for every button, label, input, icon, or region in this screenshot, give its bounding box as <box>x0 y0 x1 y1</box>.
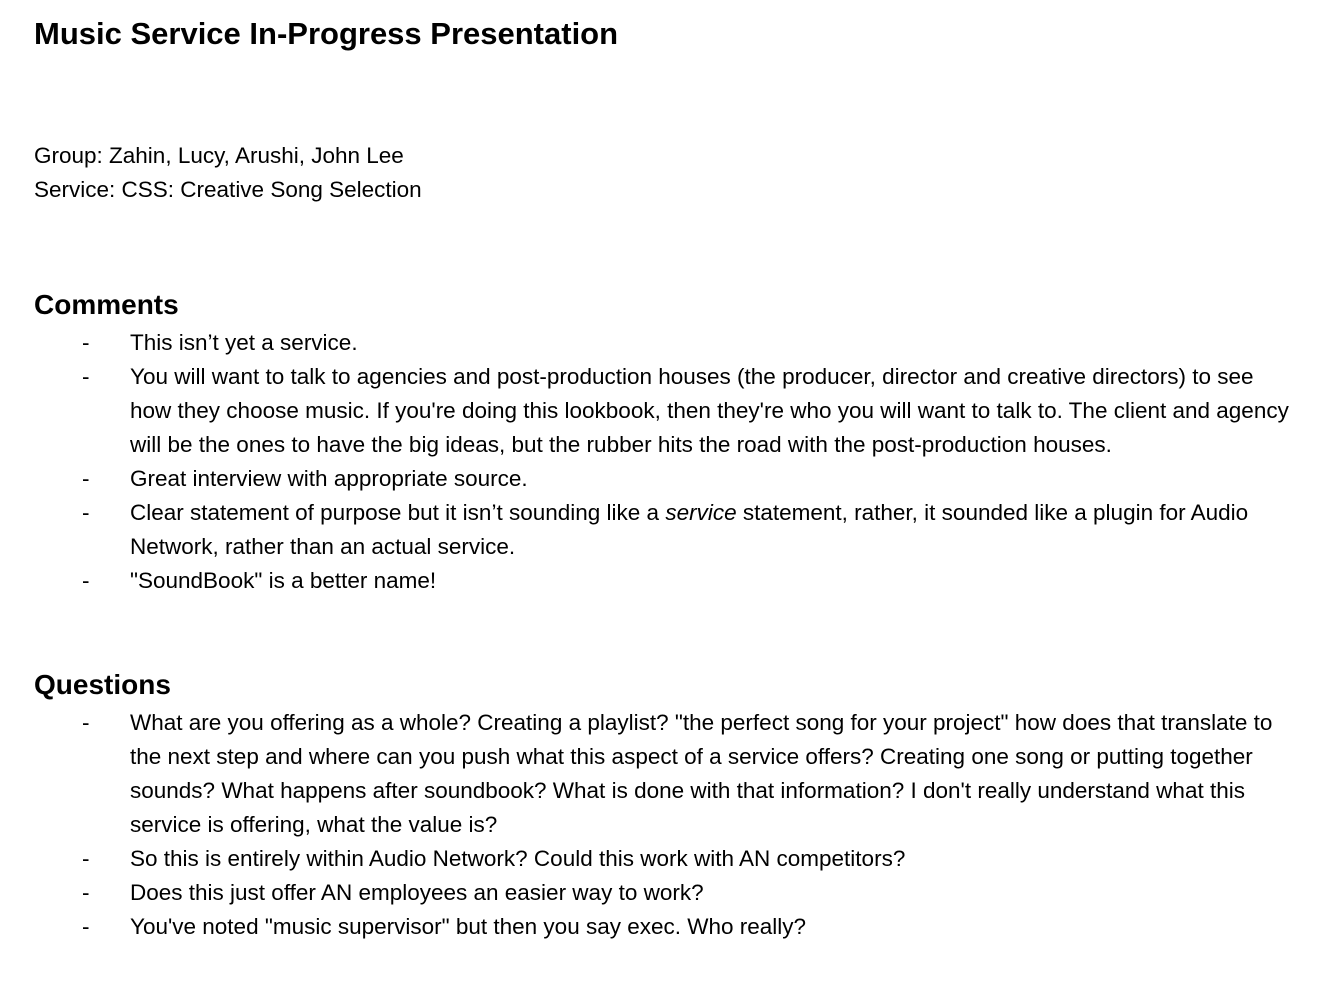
question-item <box>82 876 1297 910</box>
bullet-dash: - <box>82 710 90 735</box>
comment-item <box>82 360 1297 462</box>
bullet-dash: - <box>82 466 90 491</box>
comment-text: "SoundBook" is a better name! <box>130 568 437 593</box>
questions-heading: Questions <box>34 669 171 700</box>
question-text: You've noted "music supervisor" but then you say exec. Who really? <box>130 914 807 939</box>
question-item <box>82 842 1297 876</box>
question-item <box>82 706 1297 842</box>
comments-heading: Comments <box>34 289 179 320</box>
question-item <box>82 910 1297 944</box>
comment-text: You will want to talk to agencies and post-production houses (the producer, director and creative directors) to see how they choose music. If you're doing this lookbook, then they're who you will want to talk to. The client and agency will be the ones to have the big ideas, but the rubber hits the road with the post-production houses. <box>130 364 1289 457</box>
comment-item <box>82 462 1297 496</box>
comment-text: This isn’t yet a service. <box>130 330 358 355</box>
question-text: So this is entirely within Audio Network? Could this work with AN competitors? <box>130 846 906 871</box>
comment-text-after: statement, rather, it sounded like a plugin for Audio Network, rather than an actual service. <box>130 500 1249 559</box>
bullet-dash: - <box>82 500 90 525</box>
bullet-dash: - <box>82 846 90 871</box>
questions-list <box>82 706 1297 944</box>
comment-text <box>130 500 1248 559</box>
document-meta <box>34 139 422 207</box>
bullet-dash: - <box>82 880 90 905</box>
comment-text-before: Clear statement of purpose but it isn’t sounding like a <box>130 500 666 525</box>
question-text: What are you offering as a whole? Creating a playlist? "the perfect song for your project" how does that translate to the next step and where can you push what this aspect of a service offers? Creating one song or putting together sounds? What happens after soundbook? What is done with that information? I don't really understand what this service is offering, what the value is? <box>130 710 1273 837</box>
bullet-dash: - <box>82 914 90 939</box>
question-text: Does this just offer AN employees an easier way to work? <box>130 880 704 905</box>
comment-text-emphasis: service <box>665 500 737 525</box>
comment-item <box>82 564 1297 598</box>
comment-text: Great interview with appropriate source. <box>130 466 528 491</box>
bullet-dash: - <box>82 330 90 355</box>
comment-item <box>82 326 1297 360</box>
bullet-dash: - <box>82 364 90 389</box>
comments-list <box>82 326 1297 598</box>
bullet-dash: - <box>82 568 90 593</box>
group-line: Group: Zahin, Lucy, Arushi, John Lee <box>34 143 404 168</box>
page-title: Music Service In-Progress Presentation <box>34 16 619 51</box>
comment-item <box>82 496 1297 564</box>
service-line: Service: CSS: Creative Song Selection <box>34 177 422 202</box>
